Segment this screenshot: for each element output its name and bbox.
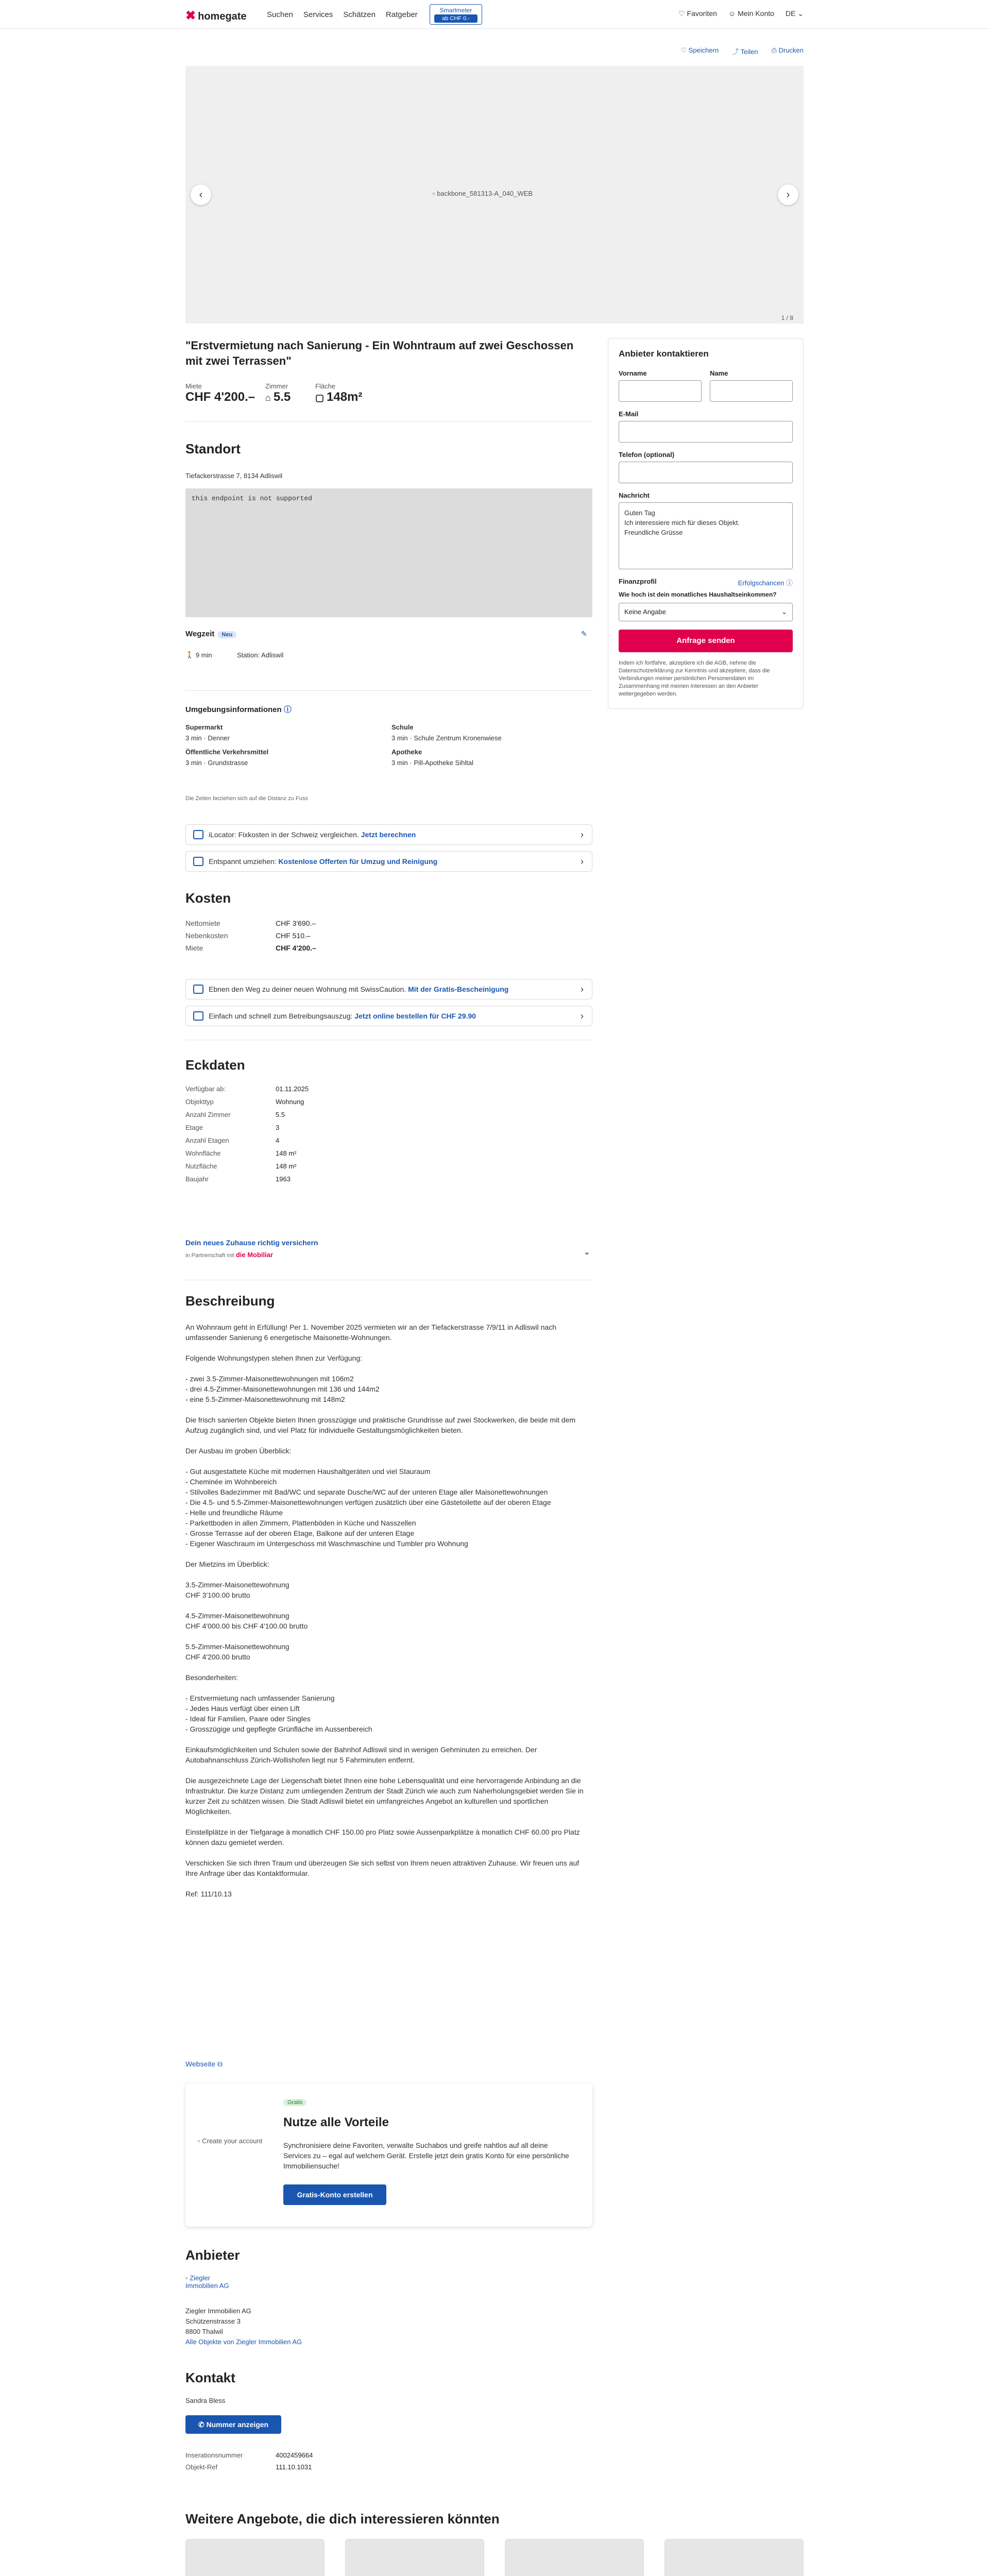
surrounding-detail: 3 min · Pill-Apotheke Sihltal: [391, 759, 473, 767]
favorites-label: Favoriten: [687, 9, 717, 18]
listing-title: "Erstvermietung nach Sanierung - Ein Wohntraum auf zwei Geschossen mit zwei Terrassen": [185, 339, 574, 367]
cost-key: Nebenkosten: [185, 931, 228, 940]
detail-value: 3: [276, 1124, 280, 1131]
gallery-counter: 1 / 8: [781, 314, 793, 321]
surrounding-title: Supermarkt: [185, 723, 223, 731]
create-account-button[interactable]: Gratis-Konto erstellen: [283, 2184, 386, 2205]
detail-key: Anzahl Zimmer: [185, 1111, 231, 1118]
gallery-broken-image: ▫ backbone_581313-A_040_WEB: [433, 190, 533, 197]
external-link-icon: ⧉: [217, 2060, 223, 2068]
surrounding-title: Schule: [391, 723, 414, 731]
phone-icon: ✆: [198, 2420, 207, 2429]
success-chance-label: Erfolgschancen: [738, 579, 785, 587]
provider-logo-alt: Ziegler Immobilien AG: [185, 2274, 229, 2290]
banner-text: Einfach und schnell zum Betreibungsauszug:: [209, 1012, 353, 1020]
finance-label: Finanzprofil: [619, 578, 657, 585]
nav-services[interactable]: Services: [303, 10, 333, 19]
language-label: DE: [785, 9, 796, 18]
favorites-link[interactable]: [678, 9, 717, 18]
shield-icon: [193, 985, 203, 994]
income-select-value: Keine Angabe: [624, 608, 666, 616]
edit-route-icon[interactable]: ✎: [581, 630, 587, 638]
save-label: Speichern: [688, 46, 719, 54]
detail-value: Wohnung: [276, 1098, 304, 1106]
banner-text: iLocator: Fixkosten in der Schweiz vergleichen.: [209, 831, 359, 839]
area-block: [315, 382, 362, 404]
account-link[interactable]: [728, 9, 774, 18]
info-icon: ⓘ: [786, 579, 793, 587]
last-name-input[interactable]: [710, 380, 793, 402]
share-label: Teilen: [740, 48, 758, 56]
listing-id-label: Inserationsnummer: [185, 2451, 243, 2459]
banner-text: Ebnen den Weg zu deiner neuen Wohnung mit SwissCaution.: [209, 985, 406, 993]
provider-address: [185, 2306, 302, 2347]
cost-key: Miete: [185, 944, 203, 952]
truck-icon: [193, 857, 203, 866]
area-value: 148m²: [327, 390, 363, 404]
surrounding-item: [185, 723, 391, 742]
phone-label: Telefon (optional): [619, 451, 675, 459]
cost-value: CHF 510.–: [276, 931, 311, 940]
email-input[interactable]: [619, 421, 793, 443]
calculator-icon: [193, 830, 203, 839]
rooms-value: 5.5: [273, 390, 291, 404]
provider-name: Ziegler Immobilien AG: [185, 2307, 251, 2315]
site-header: [0, 0, 989, 29]
route-label: Wegzeit: [185, 630, 215, 638]
details-heading: Eckdaten: [185, 1057, 245, 1073]
illustration-alt: Create your account: [202, 2137, 263, 2145]
route-destination: Station: Adliswil: [237, 651, 284, 659]
promo-label: Smartmeter: [439, 7, 472, 14]
detail-key: Objekttyp: [185, 1098, 214, 1106]
email-label: E-Mail: [619, 410, 639, 418]
last-name-label: Name: [710, 369, 728, 377]
cost-value: CHF 3'690.–: [276, 919, 316, 927]
location-map[interactable]: [185, 488, 592, 617]
phone-input[interactable]: [619, 462, 793, 483]
nav-schaetzen[interactable]: Schätzen: [343, 10, 376, 19]
advantages-text: Synchronisiere deine Favoriten, verwalte Suchabos und greife nahtlos auf all deine Services zu – egal auf welchem Gerät. Erstelle jetzt dein gratis Konto für eine persönliche Immobiliensuche!: [283, 2141, 569, 2170]
surroundings-note: Die Zeiten beziehen sich auf die Distanz zu Fuss: [185, 795, 308, 802]
route-time-row: [185, 651, 212, 659]
walk-icon: 🚶: [185, 651, 196, 659]
document-icon: [193, 1011, 203, 1021]
offer-card-skeleton[interactable]: [345, 2539, 484, 2576]
insurance-sub: in Partnerschaft mit: [185, 1252, 234, 1259]
main-nav: [267, 10, 418, 19]
debt-extract-banner[interactable]: [185, 1006, 592, 1026]
chevron-right-icon: ›: [581, 1011, 584, 1021]
listing-id-value: 4002459664: [276, 2451, 313, 2459]
divider: [185, 690, 592, 691]
object-ref-value: 111.10.1031: [276, 2463, 312, 2471]
detail-key: Wohnfläche: [185, 1149, 221, 1157]
rent-label: Miete: [185, 382, 202, 390]
detail-value: 148 m²: [276, 1162, 297, 1170]
nav-ratgeber[interactable]: Ratgeber: [385, 10, 418, 19]
provider-street: Schützenstrasse 3: [185, 2317, 241, 2325]
offer-card-skeleton[interactable]: [664, 2539, 804, 2576]
print-button[interactable]: ⎙ Drucken: [771, 46, 804, 54]
detail-value: 5.5: [276, 1111, 285, 1118]
surrounding-detail: 3 min · Schule Zentrum Kronenwiese: [391, 734, 502, 742]
rooms-block: [265, 382, 291, 404]
brand-name: homegate: [198, 11, 247, 22]
nav-suchen[interactable]: Suchen: [267, 10, 293, 19]
website-link[interactable]: [185, 2060, 223, 2069]
contact-form: [608, 338, 804, 709]
banner-link[interactable]: Jetzt online bestellen für CHF 29.90: [354, 1012, 476, 1020]
banner-link[interactable]: Mit der Gratis-Bescheinigung: [408, 985, 509, 993]
website-label: Webseite: [185, 2060, 216, 2068]
offer-card-skeleton[interactable]: [185, 2539, 325, 2576]
advantages-title: Nutze alle Vorteile: [283, 2115, 389, 2129]
chevron-right-icon: ›: [581, 856, 584, 867]
contact-ids: [185, 2451, 430, 2471]
gallery-next-button[interactable]: ›: [778, 184, 798, 205]
cost-key: Nettomiete: [185, 919, 220, 927]
income-select[interactable]: [619, 603, 793, 621]
rooms-icon: ⌂: [265, 393, 274, 403]
surrounding-item: [185, 748, 391, 767]
rooms-label: Zimmer: [265, 382, 288, 390]
location-heading: Standort: [185, 441, 241, 456]
user-icon: ☺: [728, 9, 738, 18]
detail-value: 148 m²: [276, 1149, 297, 1157]
free-badge: Gratis: [283, 2099, 306, 2106]
show-number-button[interactable]: [185, 2415, 281, 2434]
gallery-alt-text: backbone_581313-A_040_WEB: [437, 190, 533, 197]
chevron-down-icon: ⌄: [781, 608, 787, 616]
cost-value: CHF 4'200.–: [276, 944, 316, 952]
language-switch[interactable]: DE ⌄: [785, 9, 804, 18]
surrounding-detail: 3 min · Grundstrasse: [185, 759, 248, 767]
message-textarea[interactable]: Guten Tag Ich interessiere mich für dieses Objekt. Freundliche Grüsse: [619, 502, 793, 569]
area-label: Fläche: [315, 382, 336, 390]
header-right: [678, 9, 804, 18]
listing-actions: [680, 46, 804, 56]
account-illustration: ▫ Create your account: [198, 2137, 263, 2145]
provider-logo[interactable]: ▫ Ziegler Immobilien AG: [185, 2274, 229, 2290]
surrounding-detail: 3 min · Denner: [185, 734, 230, 742]
info-icon[interactable]: ⓘ: [283, 705, 292, 714]
image-gallery[interactable]: [185, 66, 804, 324]
chevron-right-icon: ›: [581, 984, 584, 994]
success-chance-link[interactable]: [738, 578, 793, 587]
share-button[interactable]: ⤴ Teilen: [732, 48, 758, 56]
area-icon: ▢: [315, 393, 327, 403]
description-text: An Wohnraum geht in Erfüllung! Per 1. November 2025 vermieten wir an der Tiefackerstrasse 7/9/11 in Adliswil nach umfassender Sanierung 6 energetische Maisonette-Wohnungen. Folgende Wohnungstypen stehen Ihnen zur Verfügung: - zwei 3.5-Zimmer-Maisonettewohnungen mit 106m2 - drei 4.5-Zimmer-Maisonettewohnungen mit 136 und 144m2 - eine 5.5-Zimmer-Maisonettewohnung mit 148m2 Die frisch sanierten Objekte bieten Ihnen grosszügige und praktische Grundrisse auf zwei Stockwerken, die beide mit dem Aufzug zugänglich sind, und viel Platz für individuelle Gestaltungsmöglichkeiten bieten. Der Ausbau im groben Überblick: - Gut ausgestattete Küche mit modernen Haushaltgeräten und viel Stauraum - Cheminée im Wohnbereich - Stilvolles Badezimmer mit Bad/WC und separate Dusche/WC auf der unteren Etage aller Maisonettewohnungen - Die 4.5- und 5.5-Zimmer-Maisonettewohnungen verfügen zusätzlich über eine Gästetoilette auf der oberen Etage - Helle und freundliche Räume - Parkettboden in allen Zimmern, Plattenböden in Küche und Nasszellen - Grosse Terrasse auf der oberen Etage, Balkone auf der unteren Etage - Eigener Waschraum im Untergeschoss mit Waschmaschine und Tumbler pro Wohnung Der Mietzins im Überblick: 3.5-Zimmer-Maisonettewohnung CHF 3'100.00 brutto 4.5-Zimmer-Maisonettewohnung CHF 4'000.00 bis CHF 4'100.00 brutto 5.5-Zimmer-Maisonettewohnung CHF 4'200.00 brutto Besonderheiten: - Erstvermietung nach umfassender Sanierung - Jedes Haus verfügt über einen Lift - Ideal für Familien, Paare oder Singles - Grosszügige und gepflegte Grünfläche im Aussenbereich Einkaufsmöglichkeiten und Schulen sowie der Bahnhof Adliswil sind in wenigen Gehminuten zu erreichen. Der Autobahnanschluss Zürich-Wollishofen liegt nur 5 Fahrminuten entfernt. Die ausgezeichnete Lage der Liegenschaft bietet Ihnen eine hohe Lebensqualität und eine hervorragende Anbindung an die Infrastruktur. Die kurze Distanz zum umliegenden Zentrum der Stadt Zürich wie auch zum Naherholungsgebiet werden Sie in kurzer Zeit zu schätzen wissen. Die Stadt Adliswil bietet ein umfangreiches Angebot an kulturellen und sportlichen Möglichkeiten. Einstellplätze in der Tiefgarage à monatlich CHF 150.00 pro Platz sowie Aussenparkplätze à monatlich CHF 60.00 pro Platz können dazu gemietet werden. Verschicken Sie sich Ihren Traum und überzeugen Sie sich selbst von Ihrem neuen attraktiven Zuhause. Wir freuen uns auf Ihre Anfrage über das Kontaktformular. Ref: 111/10.13: [185, 1323, 584, 1898]
chevron-right-icon: ›: [581, 829, 584, 840]
new-badge: Neu: [217, 631, 236, 638]
detail-key: Etage: [185, 1124, 203, 1131]
route-time: 9 min: [195, 651, 212, 659]
mobiliar-logo: die Mobiliar: [235, 1251, 274, 1259]
surrounding-title: Apotheke: [391, 748, 422, 756]
logo-x-icon: ✖: [185, 9, 196, 23]
submit-request-button[interactable]: Anfrage senden: [619, 630, 793, 652]
offer-card-skeleton[interactable]: [505, 2539, 644, 2576]
contact-heading: Kontakt: [185, 2370, 235, 2385]
detail-value: 4: [276, 1137, 280, 1144]
costs-table: [185, 919, 533, 952]
rent-value: CHF 4'200.–: [185, 390, 255, 404]
contact-person: Sandra Bless: [185, 2397, 226, 2404]
detail-key: Baujahr: [185, 1175, 209, 1183]
move-banner[interactable]: [185, 851, 592, 872]
save-button[interactable]: ♡ Speichern: [680, 46, 719, 54]
promo-price: ab CHF 0.-: [434, 14, 478, 23]
insurance-teaser[interactable]: [185, 1239, 592, 1269]
divider: [185, 421, 592, 422]
address: Tiefackerstrasse 7, 8134 Adliswil: [185, 472, 283, 480]
surroundings-grid: [185, 723, 592, 767]
homegate-logo[interactable]: [185, 8, 247, 23]
costs-heading: Kosten: [185, 890, 231, 906]
ilocator-banner[interactable]: [185, 824, 592, 845]
show-number-label: Nummer anzeigen: [206, 2420, 269, 2429]
surroundings-heading-row: [185, 704, 292, 715]
description-heading: Beschreibung: [185, 1293, 275, 1309]
detail-key: Nutzfläche: [185, 1162, 217, 1170]
account-label: Mein Konto: [738, 9, 774, 18]
more-offers-heading: Weitere Angebote, die dich interessieren könnten: [185, 2511, 500, 2527]
heart-icon: ♡: [678, 9, 687, 18]
chevron-down-icon: ⌄: [583, 1248, 590, 1257]
detail-key: Anzahl Etagen: [185, 1137, 229, 1144]
surrounding-title: Öffentliche Verkehrsmittel: [185, 748, 269, 756]
provider-city: 8800 Thalwil: [185, 2328, 223, 2335]
detail-value: 1963: [276, 1175, 291, 1183]
provider-heading: Anbieter: [185, 2247, 240, 2263]
swisscaution-banner[interactable]: [185, 979, 592, 999]
surrounding-item: [391, 723, 592, 742]
details-table: [185, 1085, 533, 1183]
banner-link[interactable]: Kostenlose Offerten für Umzug und Reinigung: [278, 857, 438, 866]
print-label: Drucken: [778, 46, 804, 54]
promo-badge[interactable]: [430, 4, 482, 25]
map-text: this endpoint is not supported: [192, 495, 313, 502]
banner-text: Entspannt umziehen:: [209, 857, 277, 866]
gallery-prev-button[interactable]: ‹: [191, 184, 211, 205]
detail-value: 01.11.2025: [276, 1085, 309, 1093]
route-label-row: [185, 630, 236, 638]
banner-link[interactable]: Jetzt berechnen: [361, 831, 416, 839]
first-name-label: Vorname: [619, 369, 647, 377]
rent-block: [185, 382, 255, 404]
surrounding-item: [391, 748, 592, 767]
object-ref-label: Objekt-Ref: [185, 2463, 218, 2471]
surroundings-heading: Umgebungsinformationen: [185, 705, 282, 714]
message-label: Nachricht: [619, 492, 650, 499]
insurance-title: Dein neues Zuhause richtig versichern: [185, 1239, 318, 1247]
provider-listings-link[interactable]: Alle Objekte von Ziegler Immobilien AG: [185, 2338, 302, 2346]
income-question: Wie hoch ist dein monatliches Haushaltseinkommen?: [619, 591, 777, 598]
first-name-input[interactable]: [619, 380, 702, 402]
advantages-card: [185, 2083, 592, 2227]
form-heading: Anbieter kontaktieren: [619, 349, 709, 359]
legal-text: Indem ich fortfahre, akzeptiere ich die AGB, nehme die Datenschutzerklärung zur Kenntnis und akzeptiere, dass die Verbindungen meiner persönlichen Personendaten im Zusammenhang mit meinen Interessen an den Anbieter weitergegeben werden.: [619, 660, 770, 697]
detail-key: Verfügbar ab:: [185, 1085, 226, 1093]
